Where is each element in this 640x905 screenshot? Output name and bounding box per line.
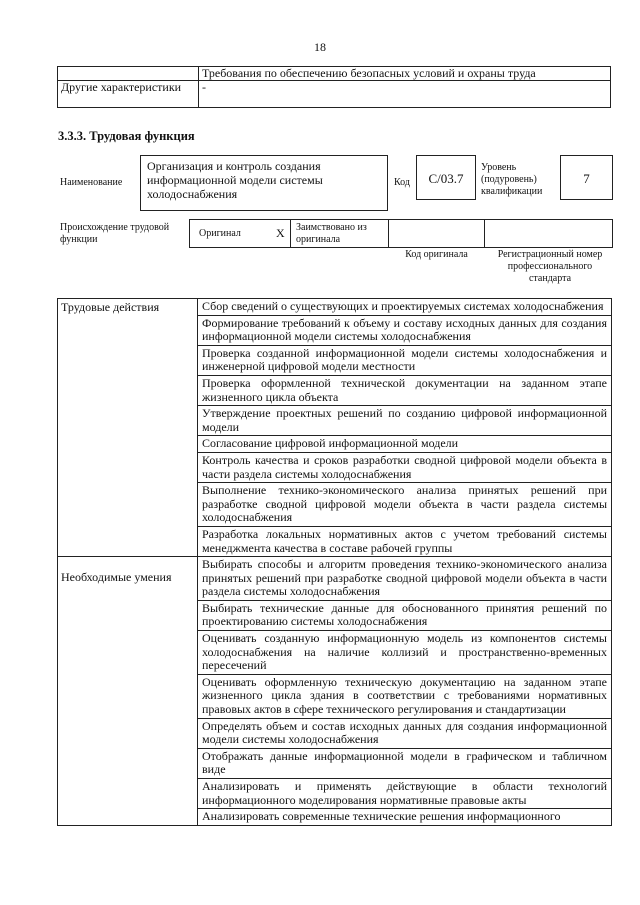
- other-characteristics-label: Другие характеристики: [58, 81, 199, 108]
- origin-row: [189, 219, 613, 248]
- skill-item: Выбирать способы и алгоритм проведения технико-экономического анализа принятых решений при разработке сводной цифровой модели объекта в части раздела системы холодоснабжения: [198, 557, 612, 601]
- qualification-level-label: Уровень (подуровень) квалификации: [481, 162, 543, 197]
- labor-action-item: Проверка созданной информационной модели системы холодоснабжения и инженерной цифровой модели местности: [198, 345, 612, 375]
- origin-label: Происхождение трудовой функции: [60, 222, 170, 245]
- labor-action-item: Выполнение технико-экономического анализа принятых решений при разработке сводной цифровой модели объекта в части раздела системы холодоснабжения: [198, 483, 612, 527]
- reg-number-caption: Регистрационный номер профессионального стандарта: [497, 249, 603, 284]
- skill-item: Определять объем и состав исходных данных для создания информационной модели системы холодоснабжения: [198, 718, 612, 748]
- skill-item: Оценивать оформленную техническую документацию на заданном этапе жизненного цикла здания в соответствии с требованиями нормативных правовых актов в сфере технического регулирования и стандартизации: [198, 674, 612, 718]
- borrowed-cell: [290, 219, 389, 248]
- labor-action-item: Утверждение проектных решений по созданию цифровой информационной модели: [198, 406, 612, 436]
- function-code-box: C/03.7: [416, 155, 476, 200]
- page-number: 18: [314, 40, 326, 54]
- skill-item: Анализировать современные технические решения информационного: [198, 809, 612, 826]
- table-row: [58, 557, 612, 601]
- borrowed-label: Заимствовано из оригинала: [296, 222, 367, 245]
- characteristics-table: [57, 66, 611, 108]
- function-name-box: Организация и контроль создания информационной модели системы холодоснабжения: [140, 155, 388, 211]
- table-row: [58, 67, 611, 81]
- required-skills-label: Необходимые умения: [58, 557, 198, 826]
- other-characteristics-value: -: [199, 81, 611, 108]
- skill-item: Анализировать и применять действующие в области технологий информационного моделирования нормативные правовые акты: [198, 779, 612, 809]
- table-row: [58, 299, 612, 316]
- requirements-cell: Требования по обеспечению безопасных условий и охраны труда: [199, 67, 611, 81]
- labor-action-item: Сбор сведений о существующих и проектируемых системах холодоснабжения: [198, 299, 612, 316]
- skill-item: Оценивать созданную информационную модель из компонентов системы холодоснабжения на наличие коллизий и пространственно-временных пересечений: [198, 631, 612, 675]
- qualification-level-box: 7: [560, 155, 613, 200]
- skill-item: Выбирать технические данные для обоснованного принятия решений по проектированию системы холодоснабжения: [198, 600, 612, 630]
- original-code-cell: [388, 219, 485, 248]
- empty-cell: [58, 67, 199, 81]
- original-label: Оригинал: [199, 228, 241, 239]
- labor-action-item: Контроль качества и сроков разработки сводной цифровой модели объекта в части раздела системы холодоснабжения: [198, 452, 612, 482]
- original-mark: X: [276, 226, 285, 240]
- name-label: Наименование: [60, 177, 123, 188]
- labor-actions-label: Трудовые действия: [58, 299, 198, 557]
- code-label: Код: [394, 177, 410, 188]
- table-row: [58, 81, 611, 108]
- function-details-table: [57, 298, 612, 826]
- reg-number-cell: [484, 219, 613, 248]
- labor-action-item: Формирование требований к объему и составу исходных данных для создания информационной модели системы холодоснабжения: [198, 315, 612, 345]
- skill-item: Отображать данные информационной модели в графическом и табличном виде: [198, 748, 612, 778]
- original-code-caption: Код оригинала: [405, 249, 468, 260]
- labor-action-item: Проверка оформленной технической документации на заданном этапе жизненного цикла объекта: [198, 375, 612, 405]
- labor-action-item: Разработка локальных нормативных актов с учетом требований системы менеджмента качества в составе рабочей группы: [198, 526, 612, 556]
- original-cell: [189, 219, 291, 248]
- labor-action-item: Согласование цифровой информационной модели: [198, 436, 612, 453]
- section-heading: 3.3.3. Трудовая функция: [58, 129, 195, 143]
